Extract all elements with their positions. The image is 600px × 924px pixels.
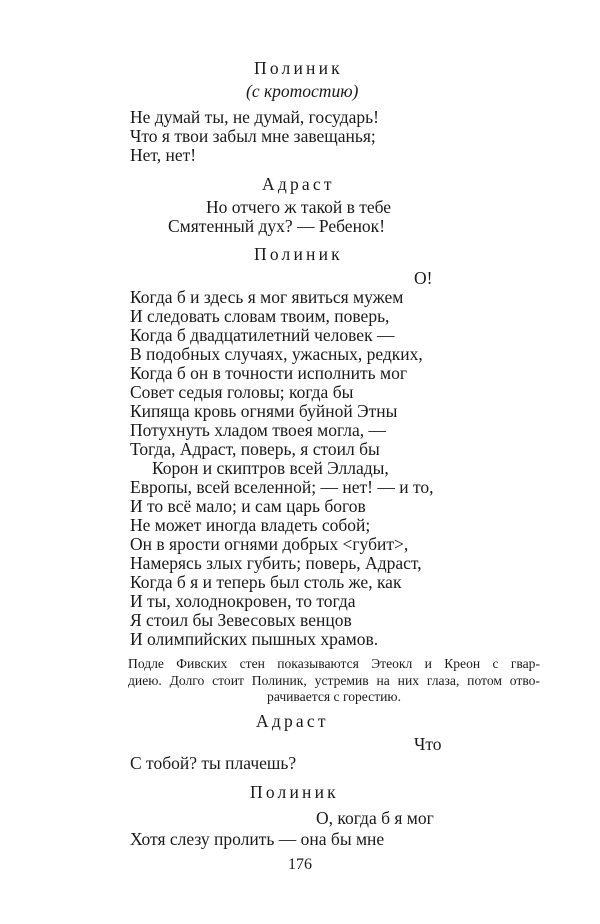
verse-line: Совет седыя головы; когда бы [130, 382, 354, 402]
speaker-name: Адраст [256, 711, 329, 731]
verse-line: Смятенный дух? — Ребенок! [168, 216, 386, 236]
verse-line: Хотя слезу пролить — она бы мне [130, 829, 385, 849]
verse-line: Нет, нет! [130, 145, 197, 165]
page-number: 176 [288, 856, 312, 873]
verse-line: И олимпийских пышных храмов. [130, 629, 379, 649]
verse-line: Не может иногда владеть собой; [130, 515, 371, 535]
verse-line: С тобой? ты плачешь? [130, 753, 297, 773]
verse-line: Корон и скиптров всей Эллады, [152, 458, 389, 478]
speaker-name: Полиник [254, 244, 343, 264]
verse-line: Потухнуть хладом твоея могла, — [130, 420, 387, 440]
verse-line: Я стоил бы Зевесовых венцов [130, 610, 352, 630]
verse-line: В подобных случаях, ужасных, редких, [130, 344, 423, 364]
verse-line: Кипяща кровь огнями буйной Этны [130, 401, 398, 421]
verse-line: Что я твои забыл мне завещанья; [130, 126, 376, 146]
speaker-name: Полиник [254, 58, 343, 78]
speaker-name: Полиник [250, 782, 339, 802]
verse-line: Он в ярости огнями добрых <губит>, [130, 534, 409, 554]
speaker-name: Адраст [262, 174, 335, 194]
stage-direction-inline: (с кротостию) [246, 81, 359, 101]
verse-line: О, когда б я мог [316, 808, 434, 828]
verse-line: Когда б я и теперь был столь же, как [130, 572, 402, 592]
verse-line: Когда б и здесь я мог явиться мужем [130, 287, 404, 307]
verse-line: И ты, холоднокровен, то тогда [130, 591, 356, 611]
verse-line: Тогда, Адраст, поверь, я стоил бы [130, 439, 380, 459]
verse-line: Но отчего ж такой в тебе [206, 197, 392, 217]
stage-direction-line: диею. Долго стоит Полиник, устремив на них глаза, потом отво- [128, 672, 540, 688]
verse-line: Когда б двадцатилетний человек — [130, 325, 395, 345]
verse-line: Что [414, 734, 442, 754]
verse-line: И следовать словам твоим, поверь, [130, 306, 390, 326]
verse-line: Европы, всей вселенной; — нет! — и то, [130, 477, 434, 497]
stage-direction-line: Подле Фивских стен показываются Этеокл и Креон с гвар- [128, 656, 540, 671]
stage-direction [128, 656, 540, 706]
verse-line: О! [414, 268, 433, 288]
verse-line: И то всё мало; и сам царь богов [130, 496, 366, 516]
verse-line: Не думай ты, не думай, государь! [130, 107, 379, 127]
verse-line: Намерясь злых губить; поверь, Адраст, [130, 553, 422, 573]
stage-direction-line: рачивается с горестию. [267, 689, 401, 704]
verse-line: Когда б он в точности исполнить мог [130, 363, 408, 383]
